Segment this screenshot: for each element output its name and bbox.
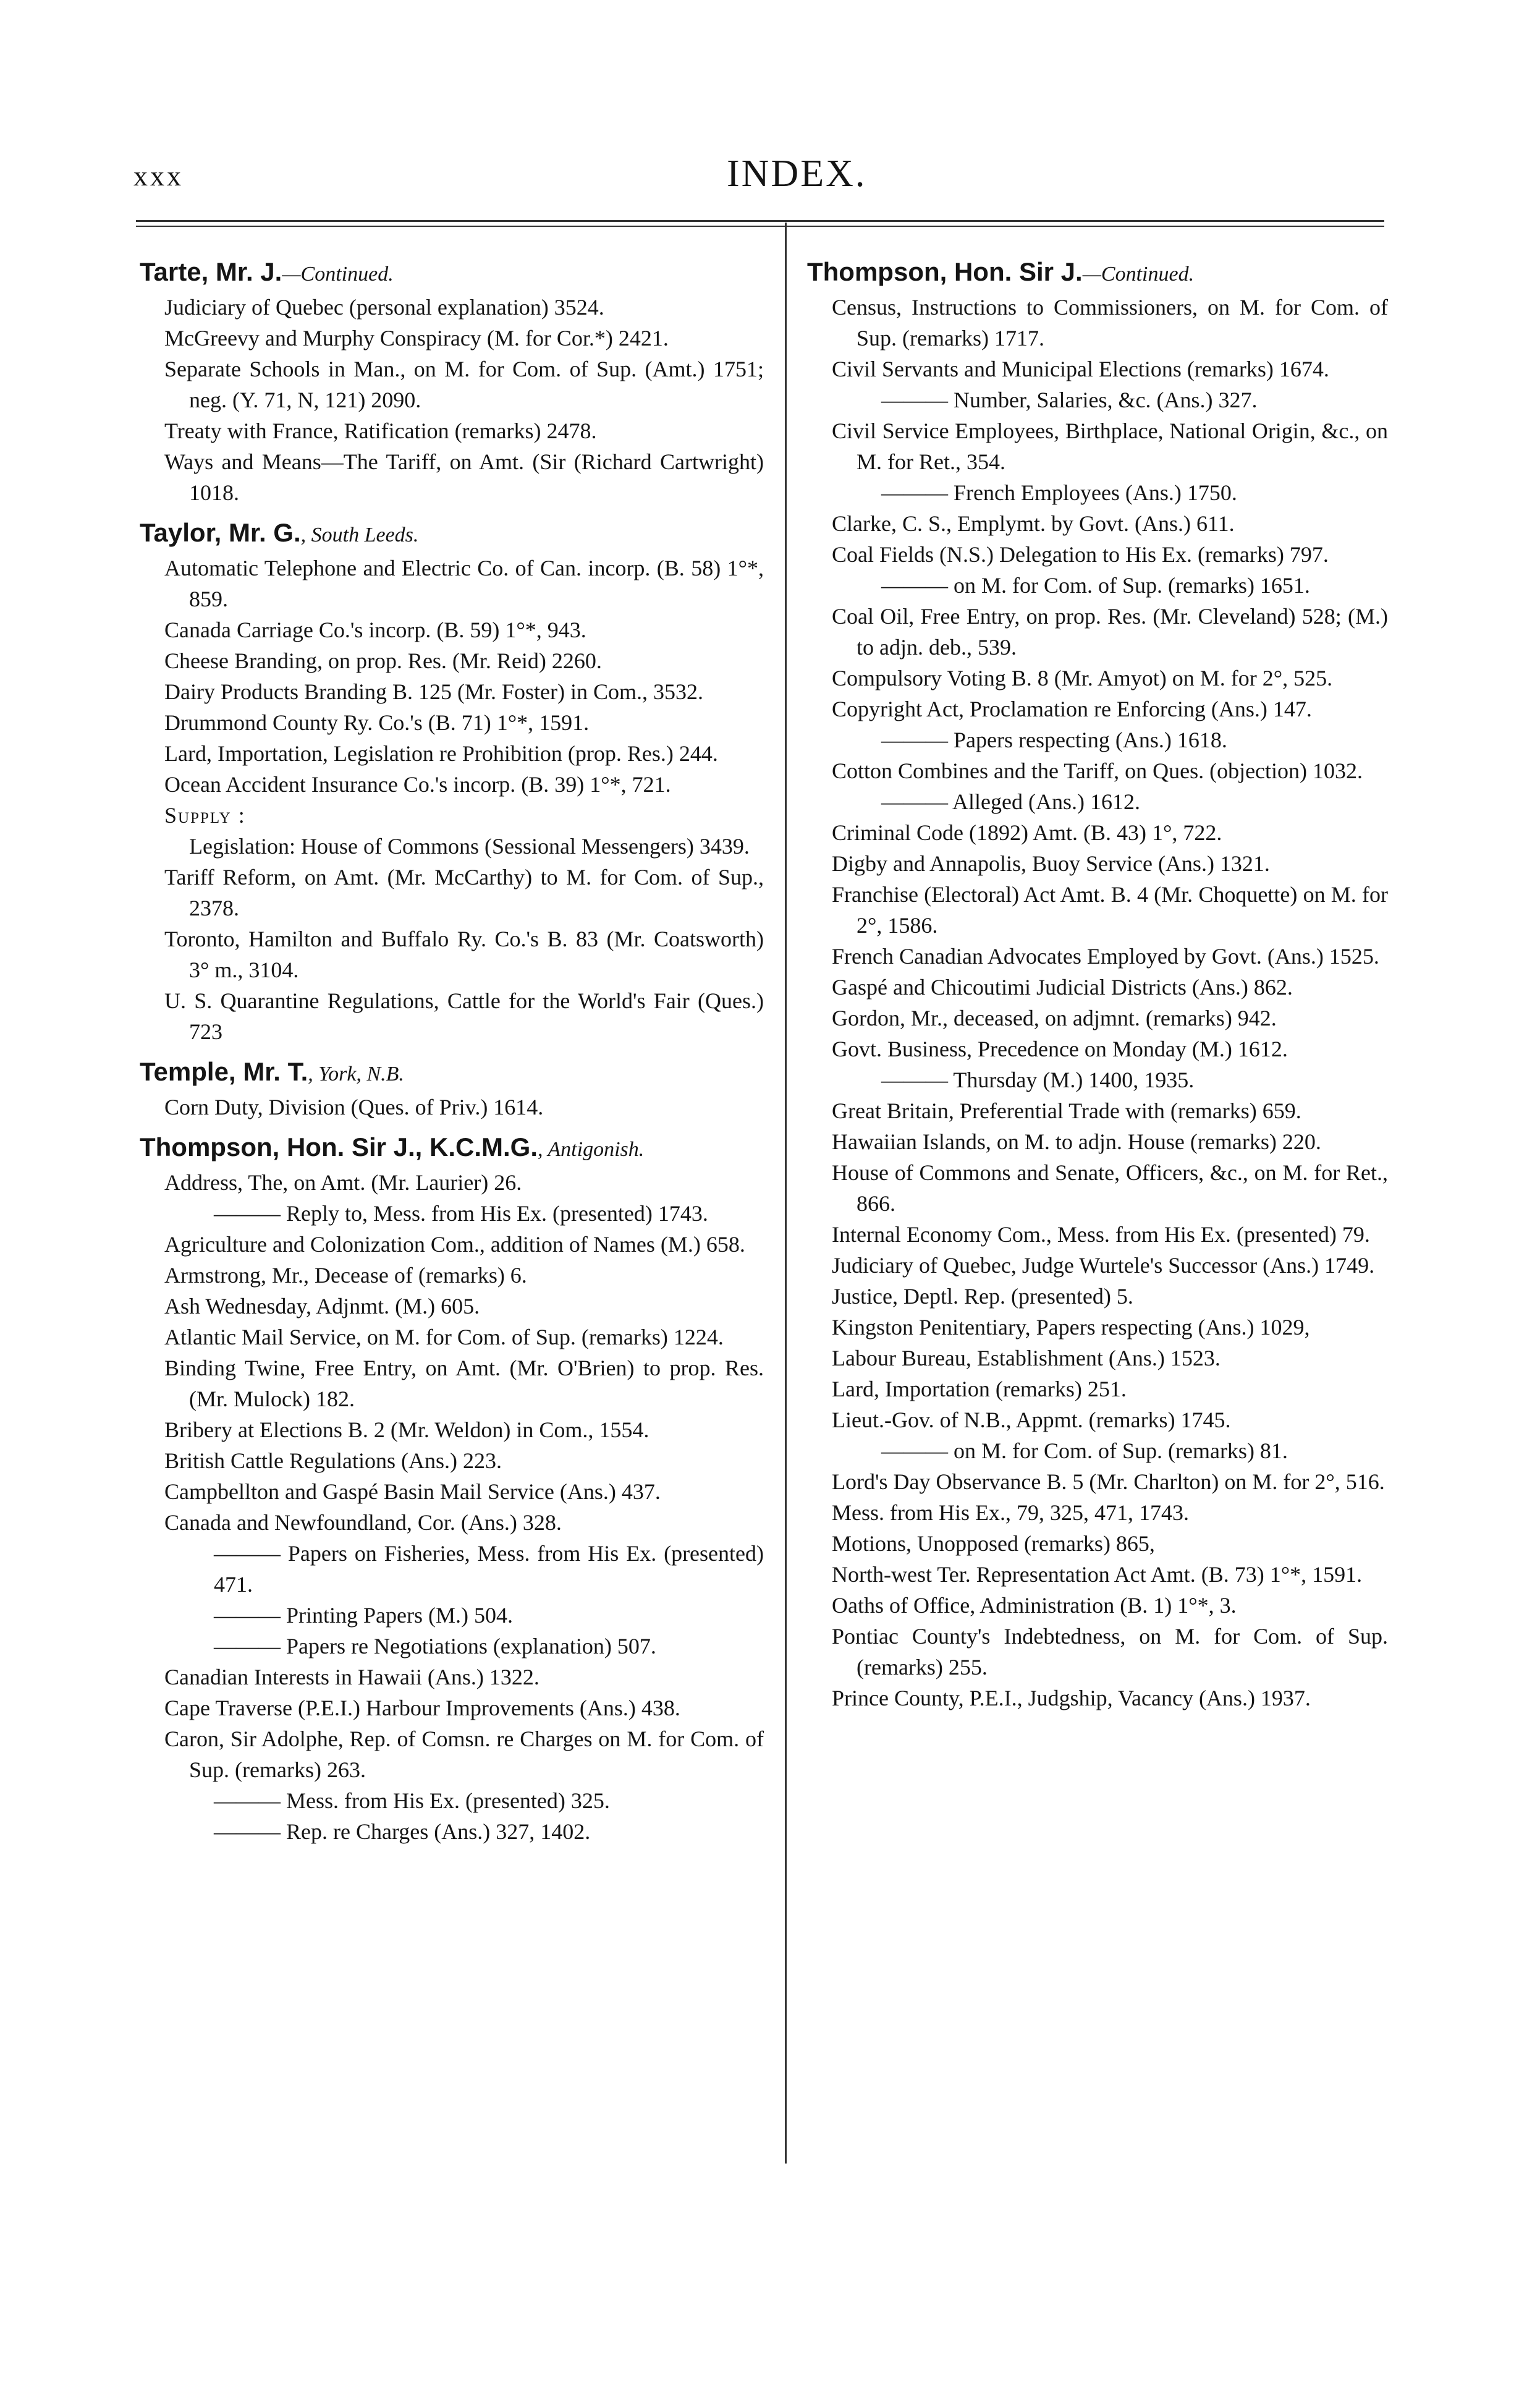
index-entry: Franchise (Electoral) Act Amt. B. 4 (Mr. Choquette) on M. for 2°, 1586. bbox=[832, 882, 1388, 938]
index-entry: ——— Papers on Fisheries, Mess. from His Ex. (presented) 471. bbox=[214, 1541, 764, 1597]
index-entry: North-west Ter. Representation Act Amt. (B. 73) 1°*, 1591. bbox=[832, 1562, 1363, 1587]
index-heading bbox=[140, 1055, 764, 1092]
left-column bbox=[140, 247, 764, 1847]
index-entry: McGreevy and Murphy Conspiracy (M. for Cor.*) 2421. bbox=[164, 326, 669, 350]
heading-name: Thompson, Hon. Sir J. bbox=[807, 257, 1083, 286]
index-entry: ——— Alleged (Ans.) 1612. bbox=[881, 789, 1140, 814]
index-entry: Copyright Act, Proclamation re Enforcing (Ans.) 147. bbox=[832, 697, 1312, 721]
index-entry: Coal Fields (N.S.) Delegation to His Ex. (remarks) 797. bbox=[832, 542, 1329, 567]
index-entry: ——— on M. for Com. of Sup. (remarks) 1651. bbox=[881, 573, 1310, 598]
index-entry: ——— on M. for Com. of Sup. (remarks) 81. bbox=[881, 1438, 1288, 1463]
index-entry: Binding Twine, Free Entry, on Amt. (Mr. O'Brien) to prop. Res. (Mr. Mulock) 182. bbox=[164, 1356, 764, 1411]
index-entry: Agriculture and Colonization Com., addition of Names (M.) 658. bbox=[164, 1232, 745, 1257]
index-entry: ——— Reply to, Mess. from His Ex. (presented) 1743. bbox=[214, 1201, 708, 1226]
index-entry: Cotton Combines and the Tariff, on Ques. (objection) 1032. bbox=[832, 758, 1363, 783]
index-entry: Kingston Penitentiary, Papers respecting (Ans.) 1029, bbox=[832, 1315, 1310, 1340]
heading-name: Temple, Mr. T. bbox=[140, 1057, 308, 1086]
index-entry: British Cattle Regulations (Ans.) 223. bbox=[164, 1448, 502, 1473]
index-entry: Mess. from His Ex., 79, 325, 471, 1743. bbox=[832, 1500, 1189, 1525]
index-entry: Civil Servants and Municipal Elections (remarks) 1674. bbox=[832, 357, 1329, 381]
index-entry: Gordon, Mr., deceased, on adjmnt. (remarks) 942. bbox=[832, 1006, 1277, 1030]
index-entry: Armstrong, Mr., Decease of (remarks) 6. bbox=[164, 1263, 527, 1288]
index-entry: Motions, Unopposed (remarks) 865, bbox=[832, 1531, 1155, 1556]
index-entry: Census, Instructions to Commissioners, on M. for Com. of Sup. (remarks) 1717. bbox=[832, 295, 1388, 350]
section-label: Supply : bbox=[164, 803, 246, 828]
index-entry: Cape Traverse (P.E.I.) Harbour Improvements (Ans.) 438. bbox=[164, 1696, 680, 1720]
header-rule-thin bbox=[136, 226, 1384, 227]
index-entry: Coal Oil, Free Entry, on prop. Res. (Mr. Cleveland) 528; (M.) to adjn. deb., 539. bbox=[832, 604, 1388, 660]
page-title: INDEX. bbox=[727, 153, 867, 195]
index-entry: Corn Duty, Division (Ques. of Priv.) 1614. bbox=[164, 1095, 544, 1119]
index-entry: Legislation: House of Commons (Sessional Messengers) 3439. bbox=[189, 834, 750, 859]
index-entry: Canadian Interests in Hawaii (Ans.) 1322. bbox=[164, 1665, 539, 1689]
index-entry: Pontiac County's Indebtedness, on M. for Com. of Sup. (remarks) 255. bbox=[832, 1624, 1388, 1680]
index-entry: Ocean Accident Insurance Co.'s incorp. (B. 39) 1°*, 721. bbox=[164, 772, 671, 797]
index-entry: Judiciary of Quebec (personal explanation) 3524. bbox=[164, 295, 604, 320]
index-entry: ——— French Employees (Ans.) 1750. bbox=[881, 480, 1237, 505]
index-entry: Lard, Importation (remarks) 251. bbox=[832, 1377, 1127, 1401]
index-entry: Dairy Products Branding B. 125 (Mr. Foster) in Com., 3532. bbox=[164, 679, 703, 704]
heading-suffix: —Continued. bbox=[282, 263, 394, 286]
index-entry: ——— Papers respecting (Ans.) 1618. bbox=[881, 728, 1227, 752]
index-entry: Toronto, Hamilton and Buffalo Ry. Co.'s B. 83 (Mr. Coatsworth) 3° m., 3104. bbox=[164, 927, 764, 982]
index-entry: ——— Papers re Negotiations (explanation) 507. bbox=[214, 1634, 656, 1658]
index-entry: Bribery at Elections B. 2 (Mr. Weldon) in Com., 1554. bbox=[164, 1417, 649, 1442]
index-entry: Justice, Deptl. Rep. (presented) 5. bbox=[832, 1284, 1133, 1309]
heading-name: Tarte, Mr. J. bbox=[140, 257, 282, 286]
index-entry: Oaths of Office, Administration (B. 1) 1°*, 3. bbox=[832, 1593, 1237, 1618]
index-heading bbox=[140, 1130, 764, 1167]
index-entry: Clarke, C. S., Emplymt. by Govt. (Ans.) 611. bbox=[832, 511, 1235, 536]
header-rule bbox=[136, 220, 1384, 222]
index-entry: Prince County, P.E.I., Judgship, Vacancy (Ans.) 1937. bbox=[832, 1686, 1311, 1710]
heading-suffix: , York, N.B. bbox=[308, 1063, 404, 1085]
index-entry: House of Commons and Senate, Officers, &c., on M. for Ret., 866. bbox=[832, 1160, 1388, 1216]
index-entry: Automatic Telephone and Electric Co. of Can. incorp. (B. 58) 1°*, 859. bbox=[164, 556, 764, 611]
index-entry: Canada and Newfoundland, Cor. (Ans.) 328. bbox=[164, 1510, 562, 1535]
index-entry: Criminal Code (1892) Amt. (B. 43) 1°, 722. bbox=[832, 820, 1222, 845]
index-entry: Judiciary of Quebec, Judge Wurtele's Successor (Ans.) 1749. bbox=[832, 1253, 1375, 1278]
index-entry: ——— Number, Salaries, &c. (Ans.) 327. bbox=[881, 388, 1258, 412]
column-divider bbox=[785, 223, 787, 2164]
index-entry: Tariff Reform, on Amt. (Mr. McCarthy) to M. for Com. of Sup., 2378. bbox=[164, 865, 764, 920]
index-heading bbox=[140, 255, 764, 292]
index-entry: Campbellton and Gaspé Basin Mail Service (Ans.) 437. bbox=[164, 1479, 661, 1504]
index-entry: Lieut.-Gov. of N.B., Appmt. (remarks) 1745. bbox=[832, 1408, 1231, 1432]
right-column bbox=[807, 247, 1388, 1714]
index-heading bbox=[140, 516, 764, 553]
index-entry: Drummond County Ry. Co.'s (B. 71) 1°*, 1591. bbox=[164, 710, 590, 735]
index-entry: French Canadian Advocates Employed by Govt. (Ans.) 1525. bbox=[832, 944, 1379, 969]
index-entry: Civil Service Employees, Birthplace, National Origin, &c., on M. for Ret., 354. bbox=[832, 418, 1388, 474]
index-entry: Compulsory Voting B. 8 (Mr. Amyot) on M. for 2°, 525. bbox=[832, 666, 1333, 690]
heading-suffix: , South Leeds. bbox=[300, 524, 419, 546]
heading-suffix: , Antigonish. bbox=[538, 1138, 645, 1161]
index-entry: Treaty with France, Ratification (remarks) 2478. bbox=[164, 418, 597, 443]
index-entry: Govt. Business, Precedence on Monday (M.) 1612. bbox=[832, 1037, 1288, 1061]
index-heading bbox=[807, 255, 1388, 292]
index-entry: ——— Mess. from His Ex. (presented) 325. bbox=[214, 1788, 610, 1813]
index-entry: Internal Economy Com., Mess. from His Ex. (presented) 79. bbox=[832, 1222, 1370, 1247]
heading-name: Taylor, Mr. G. bbox=[140, 518, 301, 547]
index-entry: ——— Thursday (M.) 1400, 1935. bbox=[881, 1068, 1195, 1092]
index-entry: Address, The, on Amt. (Mr. Laurier) 26. bbox=[164, 1170, 522, 1195]
heading-name: Thompson, Hon. Sir J., K.C.M.G. bbox=[140, 1132, 538, 1162]
index-entry: Cheese Branding, on prop. Res. (Mr. Reid) 2260. bbox=[164, 648, 602, 673]
index-entry: Labour Bureau, Establishment (Ans.) 1523. bbox=[832, 1346, 1221, 1370]
page-number: xxx bbox=[133, 160, 184, 192]
index-entry: Gaspé and Chicoutimi Judicial Districts (Ans.) 862. bbox=[832, 975, 1293, 1000]
heading-suffix: —Continued. bbox=[1082, 263, 1195, 286]
index-entry: Hawaiian Islands, on M. to adjn. House (remarks) 220. bbox=[832, 1129, 1321, 1154]
index-entry: ——— Rep. re Charges (Ans.) 327, 1402. bbox=[214, 1819, 591, 1844]
index-entry: Lord's Day Observance B. 5 (Mr. Charlton) on M. for 2°, 516. bbox=[832, 1469, 1385, 1494]
index-entry: Separate Schools in Man., on M. for Com. of Sup. (Amt.) 1751; neg. (Y. 71, N, 121) 2090. bbox=[164, 357, 764, 412]
index-entry: Lard, Importation, Legislation re Prohibition (prop. Res.) 244. bbox=[164, 741, 718, 766]
index-entry: Caron, Sir Adolphe, Rep. of Comsn. re Charges on M. for Com. of Sup. (remarks) 263. bbox=[164, 1726, 764, 1782]
index-entry: U. S. Quarantine Regulations, Cattle for the World's Fair (Ques.) 723 bbox=[164, 988, 764, 1044]
index-entry: Great Britain, Preferential Trade with (remarks) 659. bbox=[832, 1098, 1301, 1123]
index-entry: Ash Wednesday, Adjnmt. (M.) 605. bbox=[164, 1294, 480, 1319]
index-entry: ——— Printing Papers (M.) 504. bbox=[214, 1603, 513, 1628]
index-entry: Canada Carriage Co.'s incorp. (B. 59) 1°*, 943. bbox=[164, 618, 586, 642]
index-entry: Ways and Means—The Tariff, on Amt. (Sir (Richard Cartwright) 1018. bbox=[164, 449, 764, 505]
index-entry: Atlantic Mail Service, on M. for Com. of Sup. (remarks) 1224. bbox=[164, 1325, 724, 1349]
index-entry: Digby and Annapolis, Buoy Service (Ans.) 1321. bbox=[832, 851, 1270, 876]
